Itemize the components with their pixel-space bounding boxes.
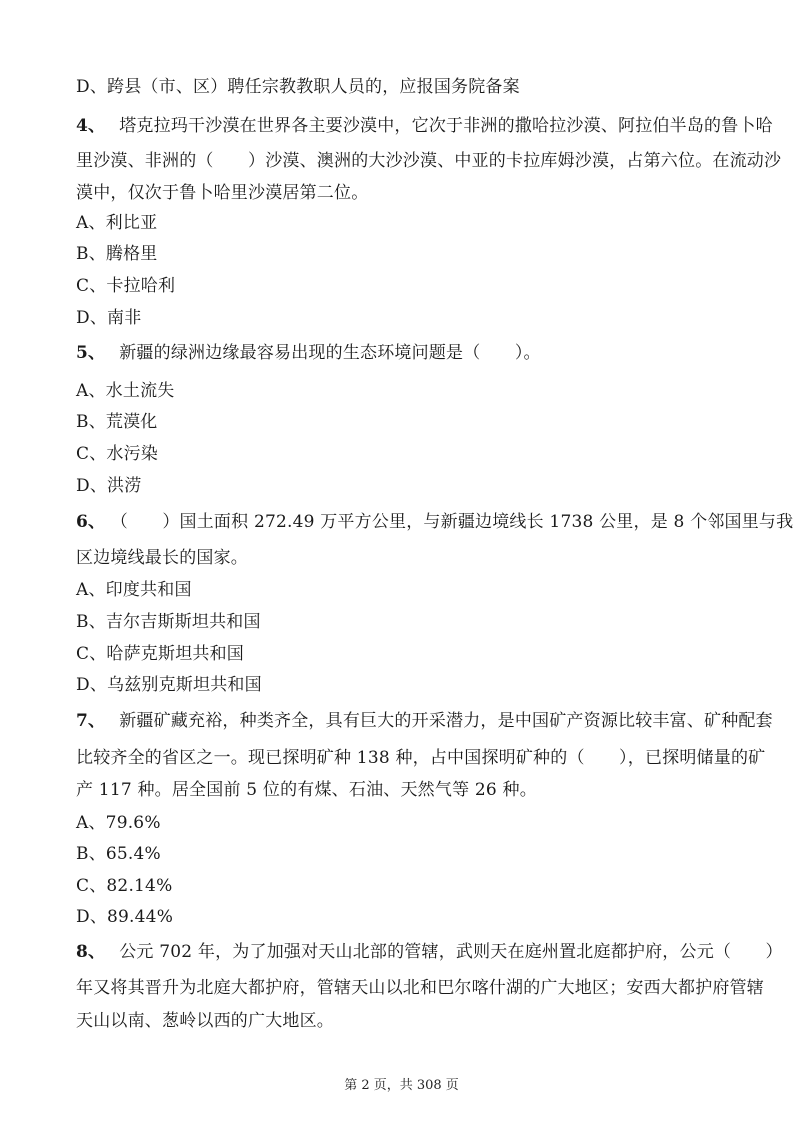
option-c-q7: C、82.14%	[76, 876, 173, 896]
question-number: 8、	[76, 942, 106, 962]
question-number: 7、	[76, 711, 106, 731]
option-c-q6: C、哈萨克斯坦共和国	[76, 644, 245, 664]
question-number: 5、	[76, 343, 106, 363]
question-7: 7、 新疆矿藏充裕，种类齐全，具有巨大的开采潜力，是中国矿产资源比较丰富、矿种配套	[76, 711, 773, 731]
option-d-q5: D、洪涝	[76, 476, 142, 496]
option-a-q6: A、印度共和国	[76, 580, 192, 600]
option-b-q6: B、吉尔吉斯斯坦共和国	[76, 612, 261, 632]
question-7-line3: 产 117 种。居全国前 5 位的有煤、石油、天然气等 26 种。	[76, 780, 537, 800]
question-8: 8、 公元 702 年，为了加强对天山北部的管辖，武则天在庭州置北庭都护府，公元（ ）	[76, 942, 783, 962]
question-number: 6、	[76, 512, 106, 532]
question-4-line2: 里沙漠、非洲的（ ）沙漠、澳洲的大沙沙漠、中亚的卡拉库姆沙漠，占第六位。在流动沙	[76, 151, 782, 171]
option-a-q4: A、利比亚	[76, 213, 158, 233]
option-c-q4: C、卡拉哈利	[76, 276, 176, 296]
question-number: 4、	[76, 116, 106, 136]
question-6-line2: 区边境线最长的国家。	[76, 548, 248, 568]
question-5: 5、 新疆的绿洲边缘最容易出现的生态环境问题是（ ）。	[76, 343, 541, 363]
question-4: 4、 塔克拉玛干沙漠在世界各主要沙漠中，它次于非洲的撒哈拉沙漠、阿拉伯半岛的鲁卜哈	[76, 116, 773, 136]
option-a-q5: A、水土流失	[76, 381, 175, 401]
question-7-line2: 比较齐全的省区之一。现已探明矿种 138 种，占中国探明矿种的（ ），已探明储量的矿	[76, 748, 766, 768]
question-6: 6、 （ ）国土面积 272.49 万平方公里，与新疆边境线长 1738 公里，是 8 个邻国里与我	[76, 512, 794, 532]
option-b-q7: B、65.4%	[76, 844, 161, 864]
option-a-q7: A、79.6%	[76, 813, 161, 833]
option-d-q6: D、乌兹别克斯坦共和国	[76, 675, 262, 695]
option-b-q4: B、腾格里	[76, 244, 158, 264]
option-b-q5: B、荒漠化	[76, 412, 158, 432]
question-8-line3: 天山以南、葱岭以西的广大地区。	[76, 1011, 334, 1031]
option-d-q3: D、跨县（市、区）聘任宗教教职人员的，应报国务院备案	[76, 77, 520, 97]
option-d-q4: D、南非	[76, 308, 142, 328]
question-4-line3: 漠中，仅次于鲁卜哈里沙漠居第二位。	[76, 183, 369, 203]
question-8-line2: 年又将其晋升为北庭大都护府，管辖天山以北和巴尔喀什湖的广大地区；安西大都护府管辖	[76, 978, 764, 998]
option-c-q5: C、水污染	[76, 444, 159, 464]
option-d-q7: D、89.44%	[76, 907, 174, 927]
page-footer: 第 2 页，共 308 页	[344, 1078, 459, 1093]
